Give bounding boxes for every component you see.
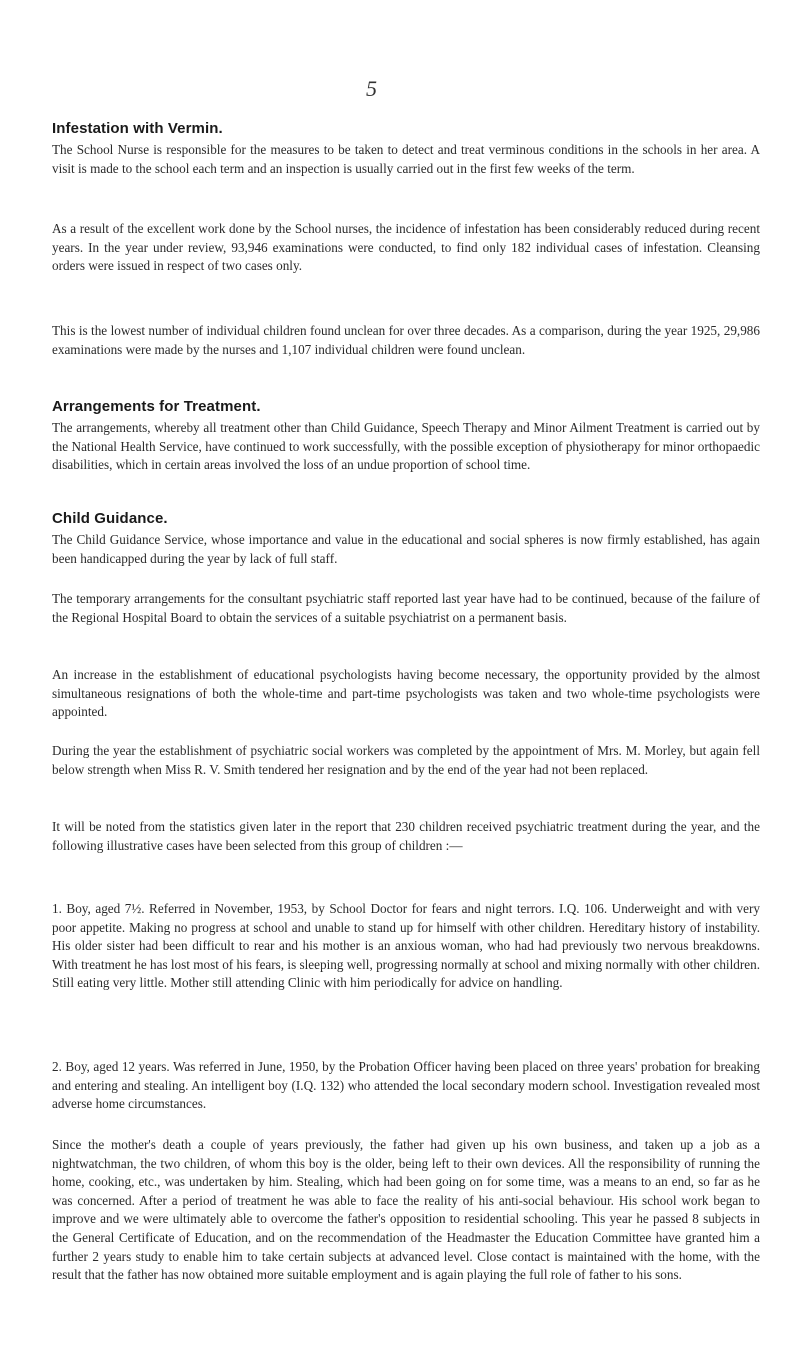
section-heading: Infestation with Vermin. — [52, 120, 223, 137]
section-vermin — [52, 120, 760, 178]
paragraph: 2. Boy, aged 12 years. Was referred in June, 1950, by the Probation Officer having been placed on three years' probation for breaking and entering and stealing. An intelligent boy (I.Q. 132) who attended the local secondary modern school. Investigation revealed most adverse home circumstances. — [52, 1059, 760, 1112]
paragraph-block — [52, 590, 760, 627]
paragraph: 1. Boy, aged 7½. Referred in November, 1953, by School Doctor for fears and night terrors. I.Q. 106. Underweight and with very poor appetite. Making no progress at school and unable to stand up for himself with other children. Hereditary history of instability. His older sister had been difficult to rear and his mother is an anxious woman, who had had previously two nervous breakdowns. With treatment he has lost most of his fears, is sleeping well, progressing normally at school and mixing normally with other children. Still eating very little. Mother still attending Clinic with him periodically for advice on handling. — [52, 901, 760, 991]
paragraph-block — [52, 818, 760, 855]
paragraph: As a result of the excellent work done by the School nurses, the incidence of infestation has been considerably reduced during recent years. In the year under review, 93,946 examinations were conducted, to find only 182 individual cases of infestation. Cleansing orders were issued in respect of two cases only. — [52, 221, 760, 274]
section-guidance — [52, 510, 760, 568]
paragraph: The Child Guidance Service, whose importance and value in the educational and social spheres is now firmly established, has again been handicapped during the year by lack of full staff. — [52, 532, 760, 566]
case-study-1 — [52, 900, 760, 993]
paragraph-block — [52, 220, 760, 276]
paragraph: The School Nurse is responsible for the measures to be taken to detect and treat verminous conditions in the schools in her area. A visit is made to the school each term and an inspection is usually carried out in the first few weeks of the term. — [52, 142, 760, 176]
case-study-2 — [52, 1058, 760, 1114]
case-study-2-continued — [52, 1136, 760, 1285]
page-number: 5 — [366, 76, 377, 101]
paragraph: During the year the establishment of psychiatric social workers was completed by the appointment of Mrs. M. Morley, but again fell below strength when Miss R. V. Smith tendered her resignation and by the end of the year had not been replaced. — [52, 743, 760, 777]
paragraph: This is the lowest number of individual children found unclean for over three decades. As a comparison, during the year 1925, 29,986 examinations were made by the nurses and 1,107 individual children were found unclean. — [52, 323, 760, 357]
paragraph: It will be noted from the statistics given later in the report that 230 children received psychiatric treatment during the year, and the following illustrative cases have been selected from this group of children :— — [52, 819, 760, 853]
paragraph-block — [52, 322, 760, 359]
section-treatment — [52, 398, 760, 475]
section-heading: Arrangements for Treatment. — [52, 398, 261, 415]
paragraph-block — [52, 742, 760, 779]
paragraph: An increase in the establishment of educational psychologists having become necessary, the opportunity provided by the almost simultaneous resignations of both the whole-time and part-time psychologists was taken and two whole-time psychologists were appointed. — [52, 667, 760, 720]
section-heading: Child Guidance. — [52, 510, 168, 527]
paragraph: Since the mother's death a couple of years previously, the father had given up his own business, and taken up a job as a nightwatchman, the two children, of whom this boy is the older, being left to their own devices. All the responsibility of running the home, cooking, etc., was undertaken by him. Stealing, which had been going on for some time, was a means to an end, so far as he was concerned. After a period of treatment he was able to face the reality of his anti-social behaviour. His school work began to improve and we were ultimately able to overcome the father's opposition to residential schooling. This year he passed 8 subjects in the General Certificate of Education, and on the recommendation of the Headmaster the Education Committee have granted him a further 2 years study to enable him to take certain subjects at advanced level. Close contact is maintained with the home, with the result that the father has now obtained more suitable employment and is again playing the full role of father to his sons. — [52, 1137, 760, 1283]
paragraph: The arrangements, whereby all treatment other than Child Guidance, Speech Therapy and Minor Ailment Treatment is carried out by the National Health Service, have continued to work successfully, with the possible exception of physiotherapy for minor orthopaedic disabilities, which in certain areas involved the loss of an undue proportion of school time. — [52, 420, 760, 473]
paragraph: The temporary arrangements for the consultant psychiatric staff reported last year have had to be continued, because of the failure of the Regional Hospital Board to obtain the services of a suitable psychiatrist on a permanent basis. — [52, 591, 760, 625]
paragraph-block — [52, 666, 760, 722]
